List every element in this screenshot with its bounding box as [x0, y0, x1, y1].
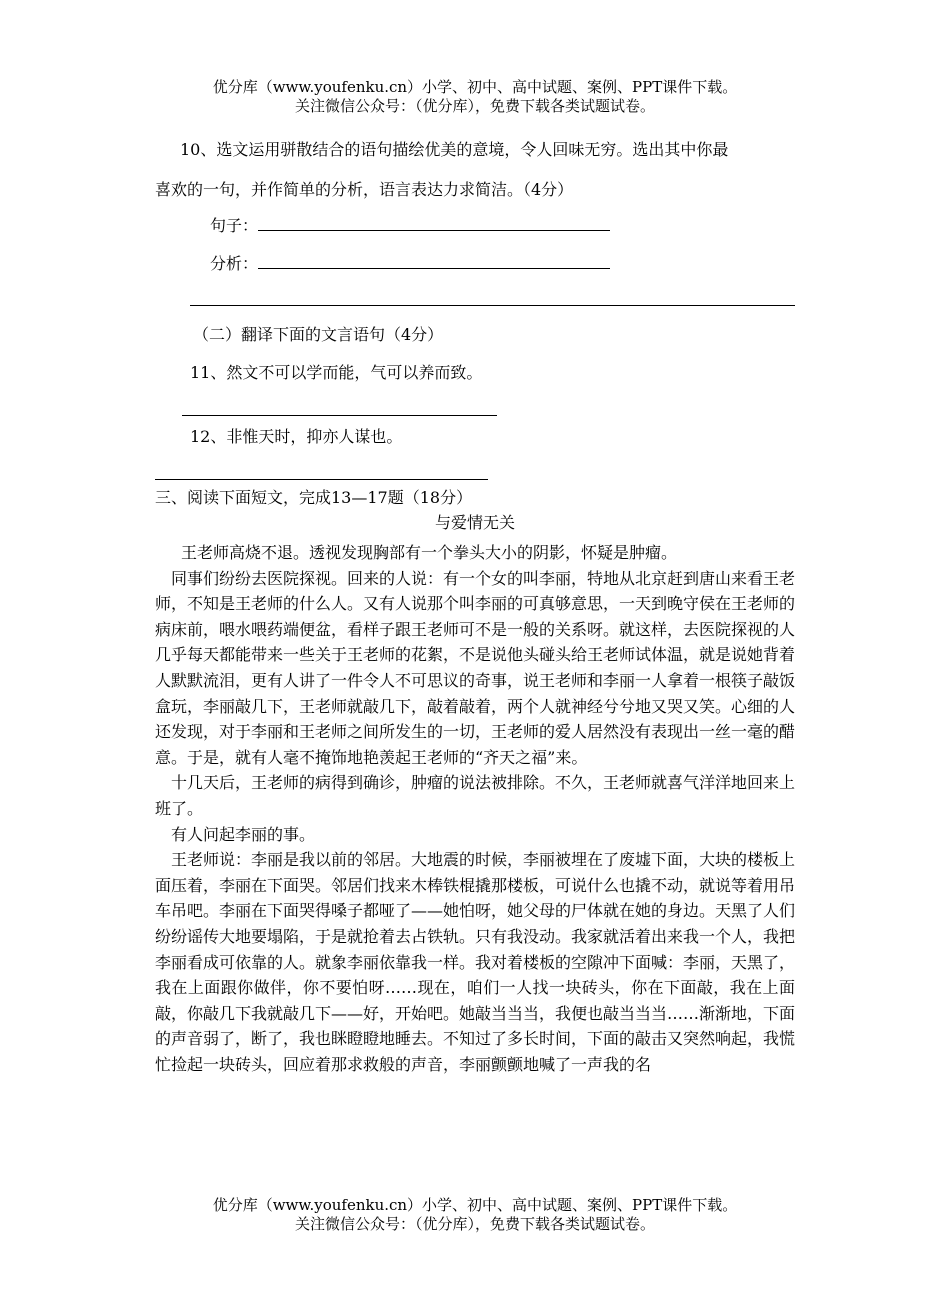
sentence-answer-row — [210, 215, 610, 237]
analysis-label: 分析： — [210, 254, 259, 273]
footer-line-2: 关注微信公众号：（优分库），免费下载各类试题试卷。 — [294, 1215, 655, 1233]
article-paragraph-3: 十几天后，王老师的病得到确诊，肿瘤的说法被排除。不久，王老师就喜气洋洋地回来上班了。 — [155, 773, 796, 818]
question-10-line-1: 10、选文运用骈散结合的语句描绘优美的意境，令人回味无穷。选出其中你最 — [180, 140, 729, 159]
question-11: 11、然文不可以学而能，气可以养而致。 — [190, 363, 483, 382]
article-paragraph-5: 王老师说：李丽是我以前的邻居。大地震的时候，李丽被埋在了废墟下面，大块的楼板上面压着，李丽在下面哭。邻居们找来木棒铁棍撬那楼板，可说什么也撬不动，就说等着用吊车吊吧。李丽在下面哭得嗓子都哑了——她怕呀，她父母的尸体就在她的身边。天黑了人们纷纷谣传大地要塌陷，于是就抢着去占铁轨。只有我没动。我家就活着出来我一个人，我把李丽看成可依靠的人。就象李丽依靠我一样。我对着楼板的空隙冲下面喊：李丽，天黑了，我在上面跟你做伴，你不要怕呀……现在，咱们一人找一块砖头，你在下面敲，我在上面敲，你敲几下我就敲几下——好，开始吧。她敲当当当，我便也敲当当当……渐渐地，下面的声音弱了，断了，我也眯瞪瞪地睡去。不知过了多长时间，下面的敲击又突然响起，我慌忙捡起一块砖头，回应着那求救般的声音，李丽颤颤地喊了一声我的名 — [155, 850, 796, 1074]
analysis-extra-answer-line[interactable] — [190, 305, 795, 306]
article-paragraph-1: 王老师高烧不退。透视发现胸部有一个拳头大小的阴影，怀疑是肿瘤。 — [181, 543, 678, 562]
header-line-1: 优分库（www.youfenku.cn）小学、初中、高中试题、案例、PPT课件下载。 — [212, 78, 738, 96]
sentence-label: 句子： — [210, 216, 259, 235]
analysis-answer-row — [210, 253, 610, 275]
sentence-answer-line[interactable] — [258, 216, 610, 231]
page-header — [0, 78, 950, 116]
question-10 — [155, 130, 800, 210]
article-body — [155, 540, 795, 1077]
page-footer — [0, 1196, 950, 1234]
section-3-heading: 三、阅读下面短文，完成13—17题（18分） — [155, 488, 473, 507]
question-11-answer-line[interactable] — [182, 415, 497, 416]
header-line-2: 关注微信公众号：（优分库），免费下载各类试题试卷。 — [294, 97, 655, 115]
question-12: 12、非惟天时，抑亦人谋也。 — [190, 427, 403, 446]
article-paragraph-2: 同事们纷纷去医院探视。回来的人说：有一个女的叫李丽，特地从北京赶到唐山来看王老师，不知是王老师的什么人。又有人说那个叫李丽的可真够意思，一天到晚守侯在王老师的病床前，喂水喂药端便盆，看样子跟王老师可不是一般的关系呀。就这样，去医院探视的人几乎每天都能带来一些关于王老师的花絮，不是说他头碰头给王老师试体温，就是说她背着人默默流泪，更有人讲了一件令人不可思议的奇事，说王老师和李丽一人拿着一根筷子敲饭盒玩，李丽敲几下，王老师就敲几下，敲着敲着，两个人就神经兮兮地又哭又笑。心细的人还发现，对于李丽和王老师之间所发生的一切，王老师的爱人居然没有表现出一丝一毫的醋意。于是，就有人毫不掩饰地艳羡起王老师的“齐天之福”来。 — [155, 568, 796, 767]
section-2-heading: （二）翻译下面的文言语句（4分） — [193, 325, 444, 344]
article-paragraph-4: 有人问起李丽的事。 — [171, 824, 316, 844]
question-12-answer-line[interactable] — [155, 479, 488, 480]
question-10-line-2: 喜欢的一句，并作简单的分析，语言表达力求简洁。（4分） — [155, 180, 574, 199]
article-title: 与爱情无关 — [434, 513, 515, 532]
analysis-answer-line[interactable] — [258, 254, 610, 269]
footer-line-1: 优分库（www.youfenku.cn）小学、初中、高中试题、案例、PPT课件下载。 — [212, 1196, 738, 1214]
